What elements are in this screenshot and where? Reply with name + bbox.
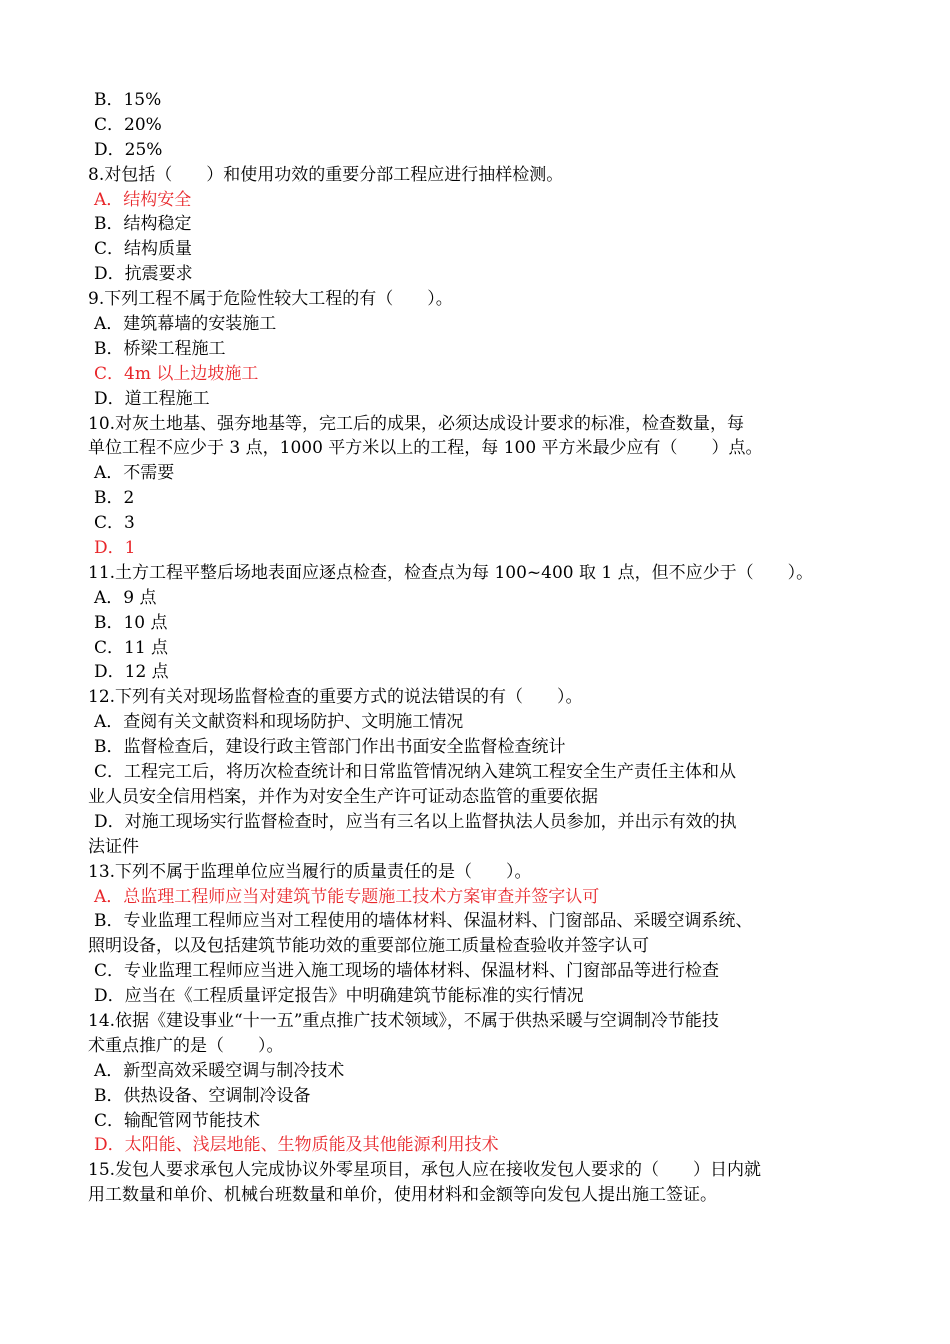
option-line: B．供热设备、空调制冷设备	[94, 1085, 311, 1106]
option-line: C．工程完工后，将历次检查统计和日常监管情况纳入建筑工程安全生产责任主体和从	[94, 762, 737, 783]
exam-page	[88, 88, 828, 1208]
answer-option: C．4m 以上边坡施工	[94, 363, 259, 384]
option-line: C．结构质量	[94, 239, 193, 260]
option-line: C．专业监理工程师应当进入施工现场的墙体材料、保温材料、门窗部品等进行检查	[94, 961, 720, 982]
question-line: 用工数量和单价、机械台班数量和单价，使用材料和金额等向发包人提出施工签证。	[88, 1185, 717, 1206]
question-line: 13.下列不属于监理单位应当履行的质量责任的是（ ）。	[88, 861, 532, 882]
option-line: B．结构稳定	[94, 214, 192, 235]
option-line: C．3	[94, 513, 135, 534]
option-line: C．输配管网节能技术	[94, 1110, 261, 1131]
option-line: A．建筑幕墙的安装施工	[94, 314, 277, 335]
answer-option: D．太阳能、浅层地能、生物质能及其他能源利用技术	[94, 1135, 499, 1156]
option-line: C．20%	[94, 114, 162, 135]
option-line: C．11 点	[94, 637, 169, 658]
answer-option: A．结构安全	[94, 189, 192, 210]
question-line: 法证件	[88, 836, 139, 857]
question-line: 业人员安全信用档案，并作为对安全生产许可证动态监管的重要依据	[88, 786, 598, 807]
option-line: A．9 点	[94, 587, 157, 608]
question-line: 15.发包人要求承包人完成协议外零星项目，承包人应在接收发包人要求的（ ）日内就	[88, 1160, 762, 1181]
option-line: B．专业监理工程师应当对工程使用的墙体材料、保温材料、门窗部品、采暖空调系统、	[94, 911, 753, 932]
answer-option: A．总监理工程师应当对建筑节能专题施工技术方案审查并签字认可	[94, 886, 600, 907]
option-line: A．不需要	[94, 463, 175, 484]
option-line: D．道工程施工	[94, 388, 210, 409]
option-line: D．应当在《工程质量评定报告》中明确建筑节能标准的实行情况	[94, 986, 584, 1007]
option-line: D．12 点	[94, 662, 169, 683]
question-line: 10.对灰土地基、强夯地基等，完工后的成果，必须达成设计要求的标准，检查数量，每	[88, 413, 745, 434]
question-line: 9.下列工程不属于危险性较大工程的有（ ）。	[88, 289, 453, 310]
question-line: 单位工程不应少于 3 点，1000 平方米以上的工程，每 100 平方米最少应有（ ）点。	[88, 438, 763, 459]
option-line: B．10 点	[94, 612, 168, 633]
option-line: B．2	[94, 488, 135, 509]
question-list	[88, 88, 828, 1208]
question-line: 11.土方工程平整后场地表面应逐点检查，检查点为每 100~400 取 1 点，但不应少于（ ）。	[88, 562, 814, 583]
question-line: 12.下列有关对现场监督检查的重要方式的说法错误的有（ ）。	[88, 687, 583, 708]
question-line: 8.对包括（ ）和使用功效的重要分部工程应进行抽样检测。	[88, 164, 564, 185]
question-line: 14.依据《建设事业“十一五”重点推广技术领域》，不属于供热采暖与空调制冷节能技	[88, 1010, 719, 1031]
option-line: D．抗震要求	[94, 264, 193, 285]
question-line: 照明设备，以及包括建筑节能功效的重要部位施工质量检查验收并签字认可	[88, 936, 649, 957]
option-line: B．桥梁工程施工	[94, 338, 226, 359]
option-line: A．查阅有关文献资料和现场防护、文明施工情况	[94, 712, 464, 733]
option-line: A．新型高效采暖空调与制冷技术	[94, 1060, 345, 1081]
option-line: B．15%	[94, 90, 162, 110]
option-line: D．25%	[94, 139, 163, 160]
answer-option: D．1	[94, 538, 136, 559]
option-line: B．监督检查后，建设行政主管部门作出书面安全监督检查统计	[94, 737, 566, 758]
option-line: D．对施工现场实行监督检查时，应当有三名以上监督执法人员参加，并出示有效的执	[94, 811, 737, 832]
question-line: 术重点推广的是（ ）。	[88, 1035, 284, 1056]
